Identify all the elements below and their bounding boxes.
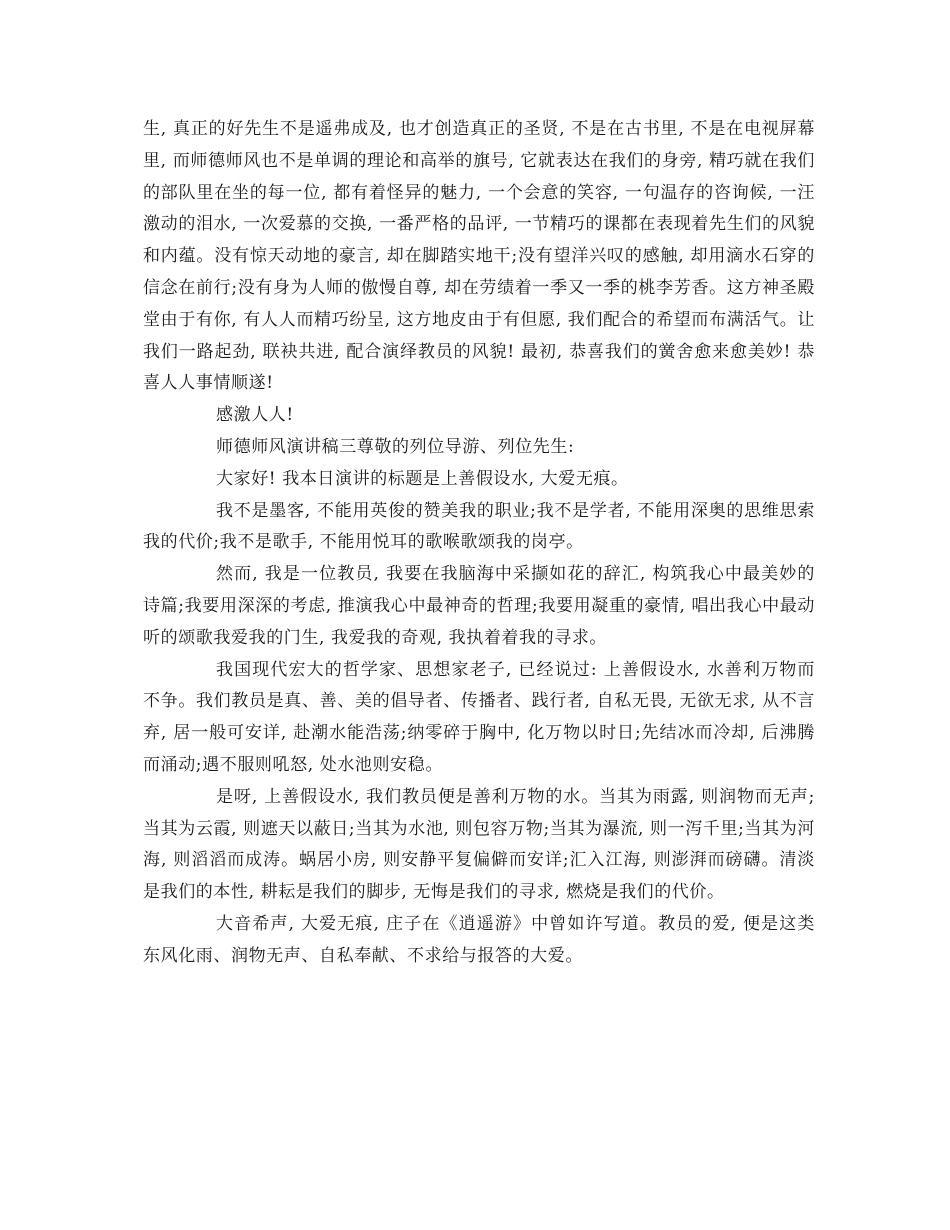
- paragraph-6: 然而, 我是一位教员, 我要在我脑海中采撷如花的辞汇, 构筑我心中最美妙的诗篇;我要用深深的考虑, 推演我心中最神奇的哲理;我要用凝重的豪情, 唱出我心中最动听的颂歌我爱我的门生, 我爱我的奇观, 我执着着我的寻求。: [143, 564, 815, 648]
- paragraph-7: 我国现代宏大的哲学家、思想家老子, 已经说过: 上善假设水, 水善利万物而不争。我们教员是真、善、美的倡导者、传播者、践行者, 自私无畏, 无欲无求, 从不言弃, 居一般可安详, 赴潮水能浩荡;纳零碎于胸中, 化万物以时日;先结冰而冷却, 后沸腾而涌动;遇不服则吼怒, 处水池则安稳。: [143, 659, 815, 775]
- paragraph-2: 感激人人!: [216, 405, 294, 426]
- paragraph-9: 大音希声, 大爱无痕, 庄子在《逍遥游》中曾如许写道。教员的爱, 便是这类东风化雨、润物无声、自私奉献、不求给与报答的大爱。: [143, 913, 815, 966]
- paragraph-1: 生, 真正的好先生不是遥弗成及, 也才创造真正的圣贤, 不是在古书里, 不是在电视屏幕里, 而师德师风也不是单调的理论和高举的旗号, 它就表达在我们的身旁, 精巧就在我们的部队里在坐的每一位, 都有着怪异的魅力, 一个会意的笑容, 一句温存的咨询候, 一汪激动的泪水, 一次爱慕的交换, 一番严格的品评, 一节精巧的课都在表现着先生们的风貌和内蕴。没有惊天动地的豪言, 却在脚踏实地干;没有望洋兴叹的感触, 却用滴水石穿的信念在前行;没有身为人师的傲慢自尊, 却在劳绩着一季又一季的桃李芳香。这方神圣殿堂由于有你, 有人人而精巧纷呈, 这方地皮由于有但愿, 我们配合的希望而布满活气。让我们一路起劲, 联袂共进, 配合演绎教员的风貌! 最初, 恭喜我们的黉舍愈来愈美妙! 恭喜人人事情顺遂!: [143, 119, 815, 394]
- paragraph-3: 师德师风演讲稿三尊敬的列位导游、列位先生:: [216, 436, 575, 457]
- paragraph-4: 大家好! 我本日演讲的标题是上善假设水, 大爱无痕。: [216, 468, 629, 489]
- paragraph-5: 我不是墨客, 不能用英俊的赞美我的职业;我不是学者, 不能用深奥的思维思索我的代价;我不是歌手, 不能用悦耳的歌喉歌颂我的岗亭。: [143, 500, 815, 553]
- document-body: [143, 114, 815, 973]
- paragraph-8: 是呀, 上善假设水, 我们教员便是善利万物的水。当其为雨露, 则润物而无声;当其为云霞, 则遮天以蔽日;当其为水池, 则包容万物;当其为瀑流, 则一泻千里;当其为河海, 则滔滔而成涛。蜗居小房, 则安静平复偏僻而安详;汇入江海, 则澎湃而磅礴。清淡是我们的本性, 耕耘是我们的脚步, 无悔是我们的寻求, 燃烧是我们的代价。: [143, 786, 815, 903]
